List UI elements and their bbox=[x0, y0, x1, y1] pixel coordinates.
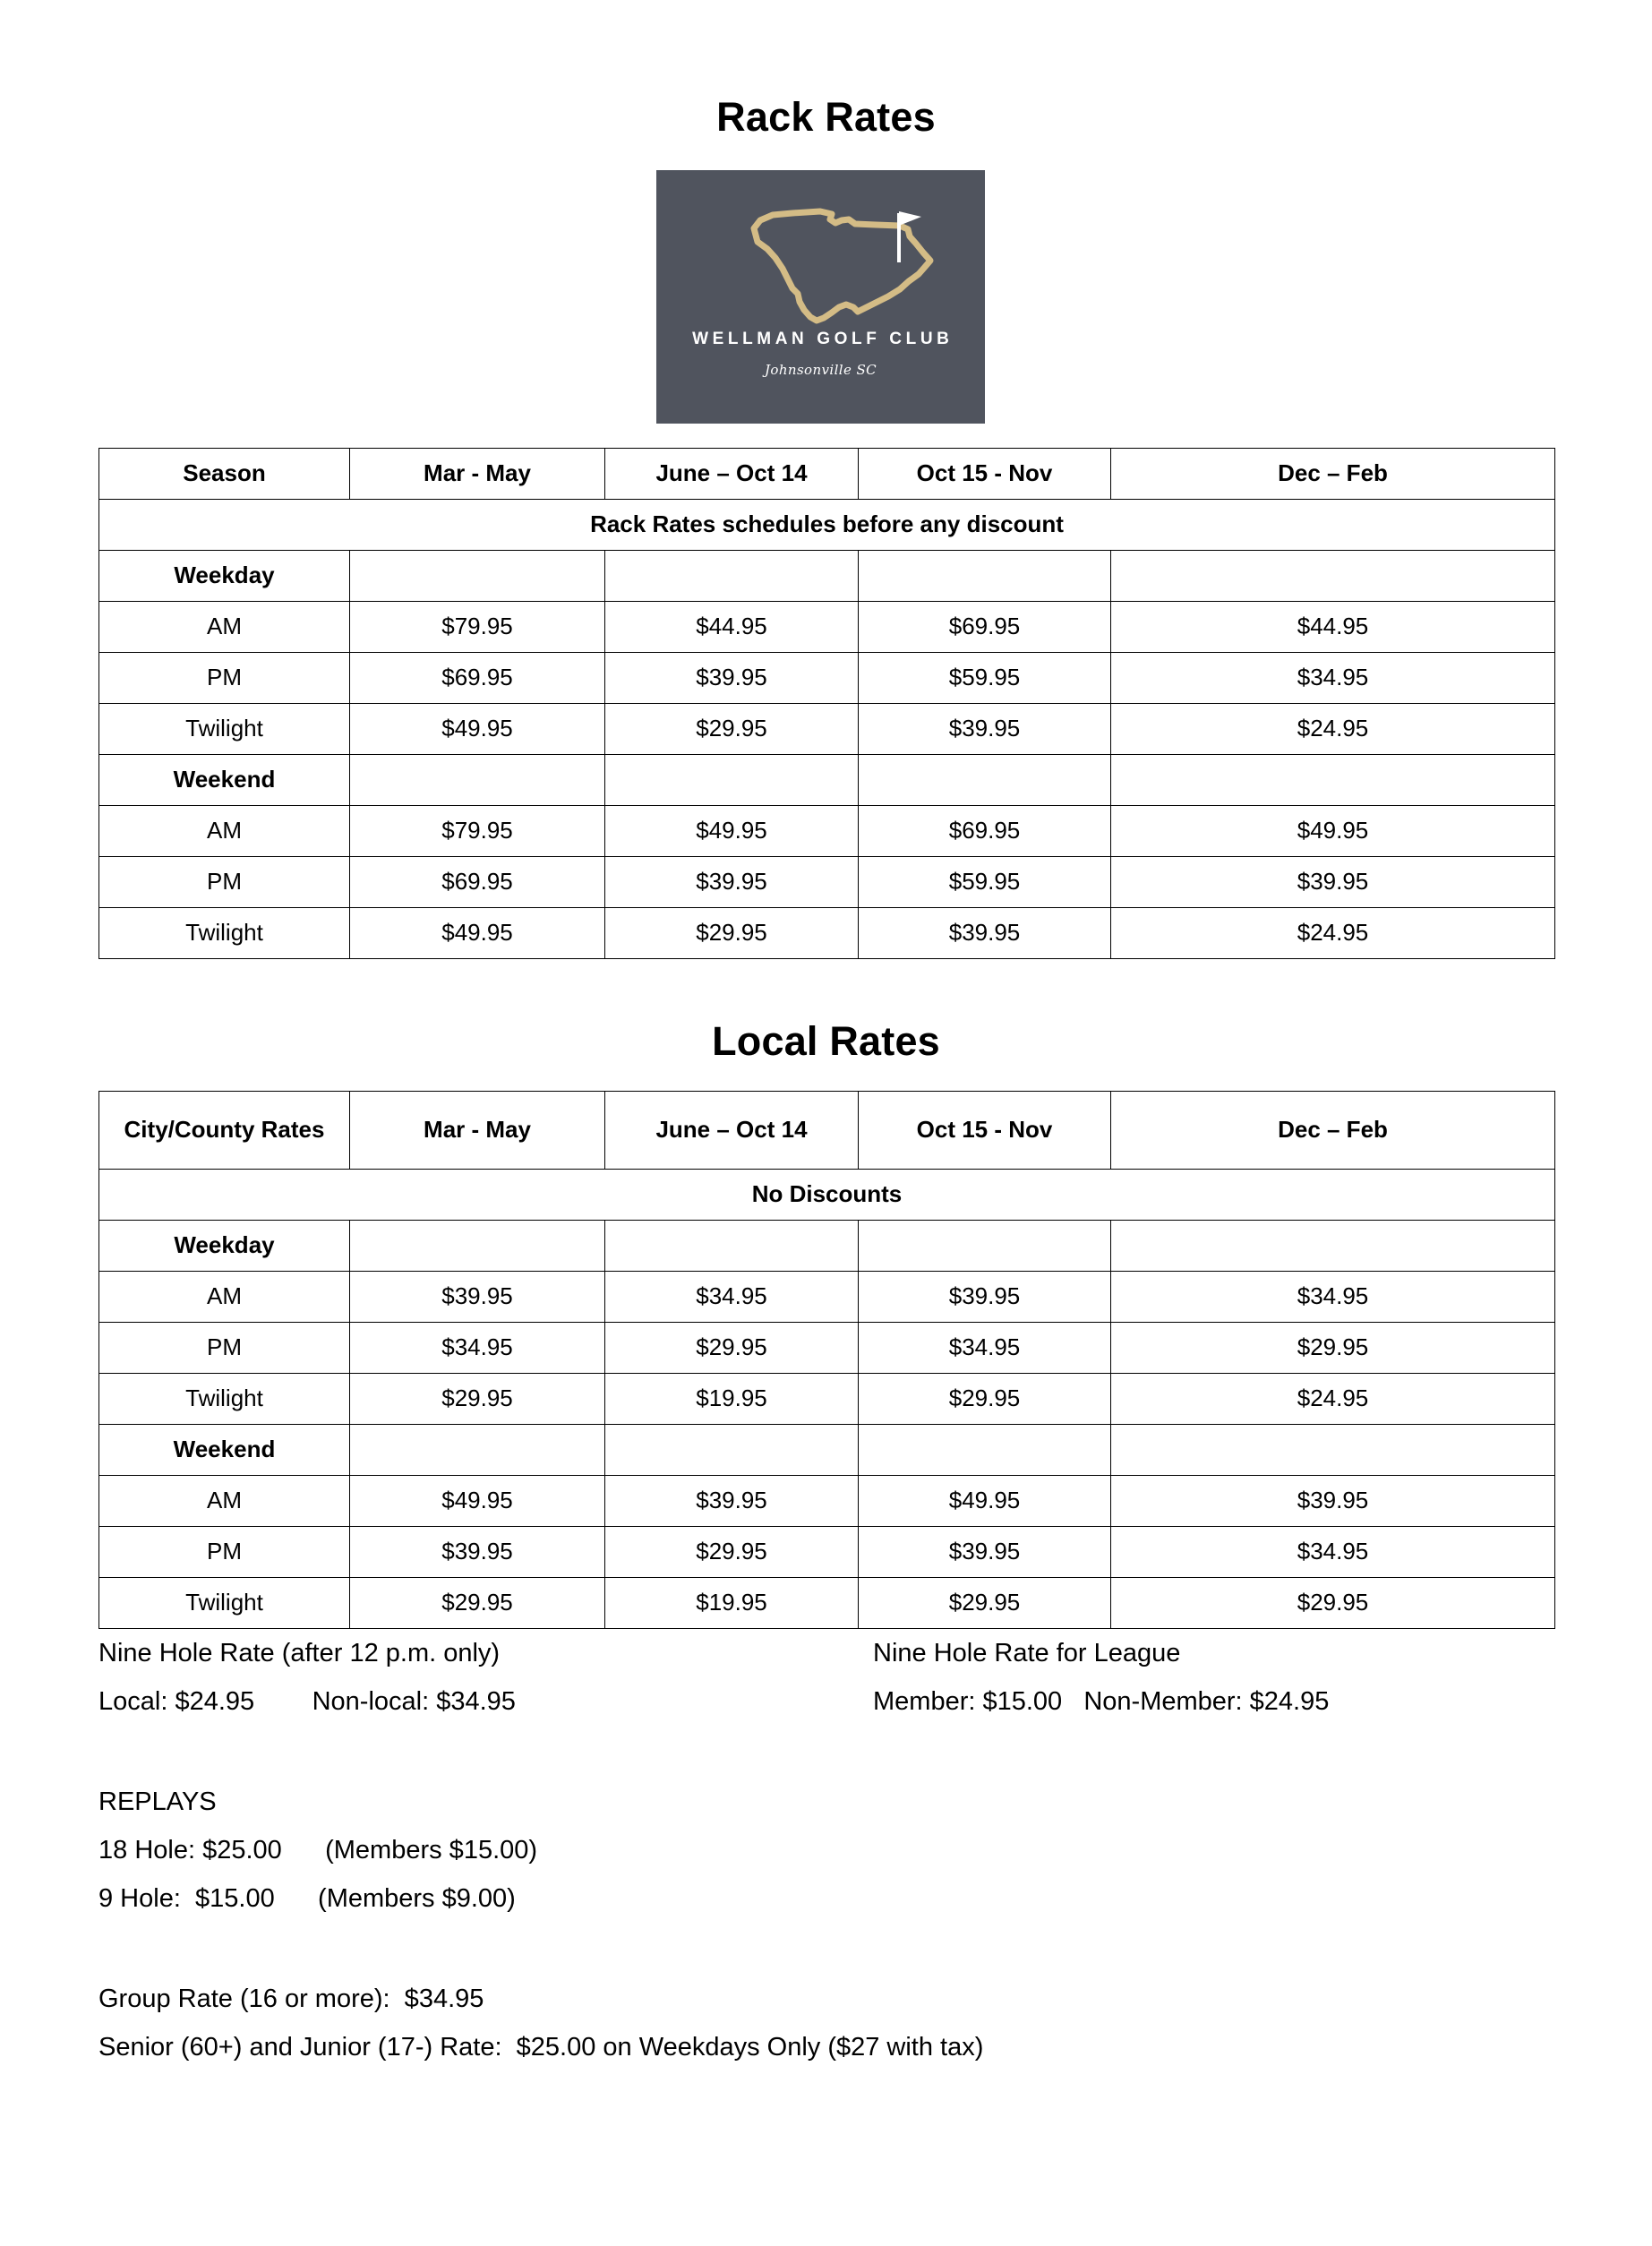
rate-cell: $29.95 bbox=[605, 908, 859, 959]
table-header-row bbox=[99, 449, 1555, 500]
row-label: PM bbox=[99, 857, 350, 908]
rate-cell: $29.95 bbox=[605, 704, 859, 755]
rate-cell: $19.95 bbox=[605, 1374, 859, 1425]
rate-cell: $79.95 bbox=[350, 806, 605, 857]
logo-location: Johnsonville SC bbox=[764, 362, 877, 378]
table-group-row bbox=[99, 755, 1555, 806]
rate-cell: $34.95 bbox=[1111, 1272, 1555, 1323]
group-label: Weekend bbox=[99, 755, 350, 806]
row-label: Twilight bbox=[99, 1374, 350, 1425]
rate-cell: $29.95 bbox=[1111, 1578, 1555, 1629]
rate-cell: $29.95 bbox=[350, 1578, 605, 1629]
empty-cell bbox=[605, 551, 859, 602]
table-header-row bbox=[99, 1092, 1555, 1170]
rate-cell: $39.95 bbox=[1111, 1476, 1555, 1527]
empty-cell bbox=[350, 1425, 605, 1476]
column-header: Dec – Feb bbox=[1111, 449, 1555, 500]
rate-cell: $24.95 bbox=[1111, 908, 1555, 959]
column-header: June – Oct 14 bbox=[605, 449, 859, 500]
rate-cell: $59.95 bbox=[859, 653, 1111, 704]
row-label: AM bbox=[99, 1272, 350, 1323]
column-header: June – Oct 14 bbox=[605, 1092, 859, 1170]
empty-cell bbox=[350, 1221, 605, 1272]
south-carolina-state-outline-icon bbox=[656, 177, 985, 330]
empty-cell bbox=[605, 1221, 859, 1272]
column-header: Oct 15 - Nov bbox=[859, 1092, 1111, 1170]
page-title-rack-rates: Rack Rates bbox=[716, 94, 936, 140]
table-row bbox=[99, 602, 1555, 653]
rate-cell: $19.95 bbox=[605, 1578, 859, 1629]
rate-cell: $49.95 bbox=[350, 704, 605, 755]
rate-cell: $24.95 bbox=[1111, 1374, 1555, 1425]
column-header: Mar - May bbox=[350, 1092, 605, 1170]
rate-cell: $49.95 bbox=[605, 806, 859, 857]
page-title-local-rates: Local Rates bbox=[712, 1018, 940, 1064]
rate-cell: $49.95 bbox=[350, 908, 605, 959]
table-note-row bbox=[99, 1170, 1555, 1221]
rate-cell: $44.95 bbox=[605, 602, 859, 653]
rate-cell: $39.95 bbox=[350, 1272, 605, 1323]
rate-cell: $49.95 bbox=[350, 1476, 605, 1527]
rate-cell: $39.95 bbox=[859, 1272, 1111, 1323]
rack-rates-table bbox=[98, 448, 1555, 959]
table-row bbox=[99, 1578, 1555, 1629]
table-note: Rack Rates schedules before any discount bbox=[99, 500, 1555, 551]
rate-cell: $29.95 bbox=[1111, 1323, 1555, 1374]
table-row bbox=[99, 1527, 1555, 1578]
empty-cell bbox=[1111, 1425, 1555, 1476]
empty-cell bbox=[605, 755, 859, 806]
rate-cell: $39.95 bbox=[859, 704, 1111, 755]
rate-cell: $69.95 bbox=[859, 806, 1111, 857]
empty-cell bbox=[859, 755, 1111, 806]
column-header: Oct 15 - Nov bbox=[859, 449, 1111, 500]
table-row bbox=[99, 1476, 1555, 1527]
table-group-row bbox=[99, 1221, 1555, 1272]
rate-cell: $34.95 bbox=[1111, 653, 1555, 704]
local-rates-title-container bbox=[0, 1018, 1652, 1064]
rate-cell: $39.95 bbox=[605, 857, 859, 908]
wellman-golf-club-logo bbox=[656, 170, 985, 424]
rate-cell: $34.95 bbox=[1111, 1527, 1555, 1578]
row-label: PM bbox=[99, 1323, 350, 1374]
rate-cell: $49.95 bbox=[859, 1476, 1111, 1527]
rate-cell: $29.95 bbox=[859, 1578, 1111, 1629]
table-row bbox=[99, 806, 1555, 857]
rate-cell: $39.95 bbox=[859, 908, 1111, 959]
rate-cell: $34.95 bbox=[350, 1323, 605, 1374]
table-row bbox=[99, 857, 1555, 908]
nine-hole-rate-heading: Nine Hole Rate (after 12 p.m. only) bbox=[98, 1639, 501, 1667]
rate-cell: $24.95 bbox=[1111, 704, 1555, 755]
row-label: Twilight bbox=[99, 704, 350, 755]
row-label: AM bbox=[99, 602, 350, 653]
logo-club-name: WELLMAN GOLF CLUB bbox=[692, 330, 954, 348]
empty-cell bbox=[859, 1221, 1111, 1272]
row-label: PM bbox=[99, 653, 350, 704]
row-label: Twilight bbox=[99, 908, 350, 959]
rate-cell: $69.95 bbox=[350, 653, 605, 704]
rate-cell: $69.95 bbox=[859, 602, 1111, 653]
table-row bbox=[99, 704, 1555, 755]
column-header: Dec – Feb bbox=[1111, 1092, 1555, 1170]
group-label: Weekday bbox=[99, 551, 350, 602]
rate-cell: $39.95 bbox=[350, 1527, 605, 1578]
rate-cell: $34.95 bbox=[859, 1323, 1111, 1374]
rate-cell: $39.95 bbox=[859, 1527, 1111, 1578]
rate-cell: $44.95 bbox=[1111, 602, 1555, 653]
empty-cell bbox=[1111, 1221, 1555, 1272]
empty-cell bbox=[859, 1425, 1111, 1476]
table-group-row bbox=[99, 1425, 1555, 1476]
replays-9-hole: 9 Hole: $15.00 (Members $9.00) bbox=[98, 1884, 516, 1913]
table-group-row bbox=[99, 551, 1555, 602]
row-label: PM bbox=[99, 1527, 350, 1578]
table-note-row bbox=[99, 500, 1555, 551]
row-label: AM bbox=[99, 806, 350, 857]
column-header: Mar - May bbox=[350, 449, 605, 500]
table-row bbox=[99, 1323, 1555, 1374]
group-rate-note: Group Rate (16 or more): $34.95 bbox=[98, 1985, 484, 2013]
league-rate-heading: Nine Hole Rate for League bbox=[873, 1639, 1181, 1667]
group-label: Weekend bbox=[99, 1425, 350, 1476]
column-header: Season bbox=[99, 449, 350, 500]
rack-rates-title-container bbox=[0, 94, 1652, 140]
empty-cell bbox=[859, 551, 1111, 602]
table-row bbox=[99, 653, 1555, 704]
rate-cell: $39.95 bbox=[605, 653, 859, 704]
group-label: Weekday bbox=[99, 1221, 350, 1272]
empty-cell bbox=[1111, 755, 1555, 806]
rate-cell: $29.95 bbox=[605, 1527, 859, 1578]
local-rates-table bbox=[98, 1091, 1555, 1629]
table-note: No Discounts bbox=[99, 1170, 1555, 1221]
empty-cell bbox=[1111, 551, 1555, 602]
table-row bbox=[99, 1272, 1555, 1323]
table-row bbox=[99, 1374, 1555, 1425]
rate-cell: $69.95 bbox=[350, 857, 605, 908]
nine-hole-rate-detail: Local: $24.95 Non-local: $34.95 bbox=[98, 1687, 516, 1716]
replays-18-hole: 18 Hole: $25.00 (Members $15.00) bbox=[98, 1836, 538, 1865]
senior-junior-rate-note: Senior (60+) and Junior (17-) Rate: $25.00 on Weekdays Only ($27 with tax) bbox=[98, 2033, 984, 2062]
table-row bbox=[99, 908, 1555, 959]
row-label: AM bbox=[99, 1476, 350, 1527]
league-rate-detail: Member: $15.00 Non-Member: $24.95 bbox=[873, 1687, 1330, 1716]
rate-cell: $39.95 bbox=[1111, 857, 1555, 908]
rate-cell: $34.95 bbox=[605, 1272, 859, 1323]
rate-cell: $39.95 bbox=[605, 1476, 859, 1527]
replays-heading: REPLAYS bbox=[98, 1787, 217, 1816]
rate-cell: $49.95 bbox=[1111, 806, 1555, 857]
empty-cell bbox=[350, 551, 605, 602]
rate-cell: $79.95 bbox=[350, 602, 605, 653]
rate-cell: $29.95 bbox=[605, 1323, 859, 1374]
empty-cell bbox=[605, 1425, 859, 1476]
column-header: City/County Rates bbox=[99, 1092, 350, 1170]
rate-cell: $29.95 bbox=[859, 1374, 1111, 1425]
rate-cell: $59.95 bbox=[859, 857, 1111, 908]
rate-cell: $29.95 bbox=[350, 1374, 605, 1425]
row-label: Twilight bbox=[99, 1578, 350, 1629]
empty-cell bbox=[350, 755, 605, 806]
